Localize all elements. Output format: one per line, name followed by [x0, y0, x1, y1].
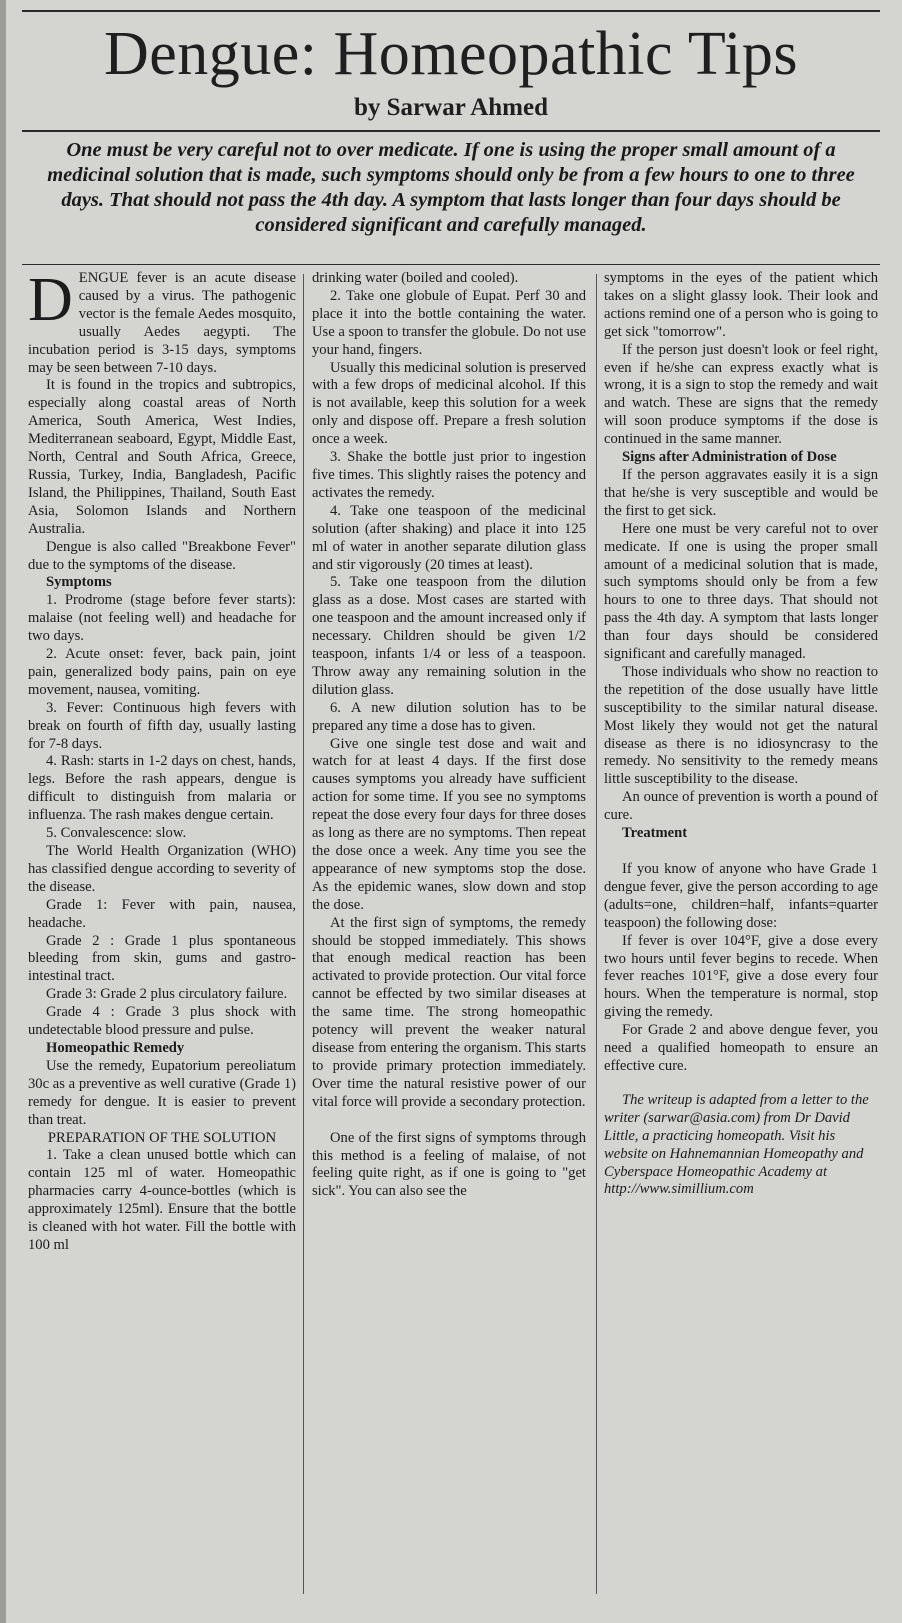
step-item: 3. Shake the bottle just prior to ingestion five times. This slightly raises the potency and activates the remedy.	[312, 449, 586, 501]
article-byline: by Sarwar Ahmed	[353, 94, 548, 121]
step-item: 1. Take a clean unused bottle which can contain 125 ml of water. Homeopathic pharmacies carry 4-ounce-bottles (which is approximately 125ml). Ensure that the bottle is cleaned with hot water. Fill the bottle with 100 ml	[28, 1147, 296, 1253]
paragraph-continued: symptoms in the eyes of the patient which takes on a slight glassy look. Their look and actions remind one of a person who is going to get sick "tomorrow".	[604, 270, 878, 340]
article-body	[0, 266, 902, 1600]
paragraph: If fever is over 104°F, give a dose every two hours until fever begins to recede. When fever reaches 101°F, give a dose every four hours. When the temperature is normal, stop giving the remedy.	[604, 932, 878, 1021]
subhead-remedy: Homeopathic Remedy	[46, 1039, 185, 1056]
grade-item: Grade 1: Fever with pain, nausea, headache.	[28, 896, 296, 931]
symptom-item: 4. Rash: starts in 1-2 days on chest, hands, legs. Before the rash appears, dengue is difficult to distinguish from malaria or influenza. The rash makes dengue certain.	[28, 753, 296, 824]
byline-rule	[22, 130, 880, 132]
grade-item: Grade 3: Grade 2 plus circulatory failure.	[46, 986, 288, 1003]
article-title: Dengue: Homeopathic Tips	[104, 20, 798, 88]
symptom-item: 2. Acute onset: fever, back pain, joint pain, generalized body pains, pain on eye movement, nausea, vomiting.	[28, 646, 296, 698]
paragraph: The World Health Organization (WHO) has classified dengue according to severity of the disease.	[28, 843, 296, 895]
step-item: 2. Take one globule of Eupat. Perf 30 and place it into the bottle containing the water. Use a spoon to transfer the globule. Do not use your hand, fingers.	[312, 287, 586, 358]
source-credit: The writeup is adapted from a letter to the writer (sarwar@asia.com) from Dr David Little, a practicing homeopath. Visit his website on Hahnemannian Homeopathy and Cyberspace Homeopathic Academy at http://www.simillium.com	[604, 1091, 869, 1198]
symptom-item: 1. Prodrome (stage before fever starts): malaise (not feeling well) and headache for two days.	[28, 592, 296, 645]
step-item: 5. Take one teaspoon from the dilution glass as a dose. Most cases are started with one teaspoon and the amount increased only if necessary. Children should be given 1/2 teaspoon, infants 1/4 or less of a teaspoon. Throw away any remaining solution in the dilution glass.	[312, 574, 586, 698]
paragraph: Those individuals who show no reaction to the repetition of the dose usually have little susceptibility to the similar natural disease. Most likely they would not get the natural disease as there is no idiosyncrasy to the remedy. No sensitivity to the remedy means little susceptibility to the disease.	[604, 663, 878, 788]
step-item: 4. Take one teaspoon of the medicinal solution (after shaking) and place it into 125 ml of water in another separate dilution glass and stir vigorously (20 times at least).	[312, 502, 586, 573]
column-divider	[303, 274, 304, 1594]
column-1	[28, 266, 296, 1255]
subhead-signs: Signs after Administration of Dose	[622, 449, 837, 466]
top-rule	[22, 10, 880, 12]
subhead-treatment: Treatment	[622, 825, 688, 842]
paragraph: If you know of anyone who have Grade 1 dengue fever, give the person according to age (adults=one, children=half, infants=quarter teaspoon) the following dose:	[604, 861, 878, 931]
grade-item: Grade 4 : Grade 3 plus shock with undetectable blood pressure and pulse.	[28, 1004, 296, 1039]
paragraph: Give one single test dose and wait and watch for at least 4 days. If the first dose causes symptoms you already have sufficient action for some time. If you see no symptoms repeat the dose every four days for three doses as long as there are no symptoms. Then repeat the dose once a week. Any time you see the appearance of new symptoms stop the dose. As the epidemic wanes, slow down and stop the dose.	[312, 735, 586, 913]
step-item: 6. A new dilution solution has to be prepared any time a dose has to given.	[312, 699, 586, 734]
column-divider	[596, 274, 597, 1594]
paragraph: It is found in the tropics and subtropics, especially along coastal areas of North America, South America, West Indies, Mediterranean seaboard, Egypt, Middle East, North, Central and South Africa, Greece, Russia, Turkey, India, Bangladesh, Pacific Island, the Philippines, Thailand, South East Asia, Solomon Islands and Northern Australia.	[28, 377, 296, 537]
paragraph-gap	[604, 843, 878, 861]
paragraph-continued: drinking water (boiled and cooled).	[312, 270, 519, 286]
drop-cap: D	[28, 266, 73, 334]
subhead-symptoms: Symptoms	[46, 574, 112, 591]
paragraph: Dengue is also called "Breakbone Fever" due to the symptoms of the disease.	[28, 538, 296, 573]
paragraph: Use the remedy, Eupatorium pereoliatum 30c as a preventive as well curative (Grade 1) remedy for dengue. It is easier to prevent than treat.	[28, 1057, 296, 1128]
symptom-item: 3. Fever: Continuous high fevers with break on fourth of fifth day, usually lasting for 7-8 days.	[28, 699, 296, 752]
paragraph: For Grade 2 and above dengue fever, you need a qualified homeopath to ensure an effective cure.	[604, 1022, 878, 1074]
paragraph: Usually this medicinal solution is preserved with a few drops of medicinal alcohol. If this is not available, keep this solution for a week only and dispose off. Prepare a fresh solution once a week.	[312, 359, 586, 448]
intro-paragraph	[28, 266, 296, 377]
paragraph-gap	[312, 1112, 586, 1130]
paragraph: Here one must be very careful not to over medicate. If one is using the proper small amount of a medicinal solution that is made, such symptoms should only be from a few hours to one to three days. That should not pass the 4th day. A symptom that lasts longer than four days should be considered significant and carefully managed.	[604, 520, 878, 663]
subhead-preparation: PREPARATION OF THE SOLUTION	[47, 1129, 277, 1146]
paragraph: One of the first signs of symptoms through this method is a feeling of malaise, of not feeling quite right, as if one is going to "get sick". You can also see the	[312, 1129, 586, 1200]
symptom-item: 5. Convalescence: slow.	[46, 825, 187, 842]
column-3	[604, 270, 878, 1199]
paragraph: At the first sign of symptoms, the remedy should be stopped immediately. This shows that enough medical reaction has been activated to provide protection. Our vital force cannot be effected by two similar diseases at the same time. The strong homeopathic potency will prevent the weaker natural disease from entering the organism. This starts to provide primary protection immediately. Over time the natural resistive power of our vital force will provide a secondary protection.	[312, 914, 586, 1110]
intro-text: ENGUE fever is an acute disease caused by a virus. The pathogenic vector is the female Aedes mosquito, usually Aedes aegypti. The incubation period is 3-15 days, symptoms may be seen between 7-10 days.	[28, 270, 296, 376]
column-2	[312, 270, 586, 1201]
article-deck: One must be very careful not to over medicate. If one is using the proper small amount of a medicinal solution that is made, such symptoms should only be from a few hours to one to three days. That should not pass the 4th day. A symptom that lasts longer than four days should be considered significant and carefully managed.	[47, 139, 855, 236]
paragraph: If the person just doesn't look or feel right, even if he/she can express exactly what is wrong, it is a sign to stop the remedy and wait and watch. These are signs that the remedy will soon produce symptoms if the dose is continued in the same manner.	[604, 341, 878, 448]
deck-rule	[22, 264, 880, 265]
paragraph: An ounce of prevention is worth a pound of cure.	[604, 789, 878, 824]
grade-item: Grade 2 : Grade 1 plus spontaneous bleeding from skin, gums and gastro-intestinal tract.	[28, 932, 296, 985]
paragraph: If the person aggravates easily it is a sign that he/she is very susceptible and would be the first to get sick.	[604, 466, 878, 519]
